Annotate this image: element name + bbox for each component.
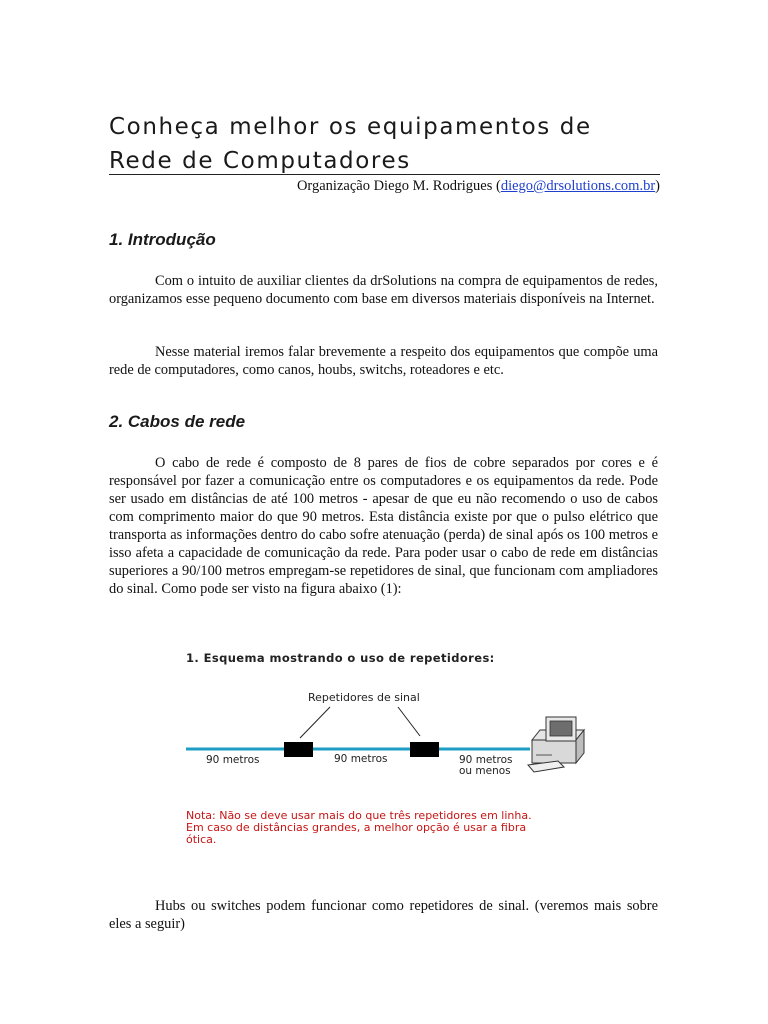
cabos-paragraph-2: Hubs ou switches podem funcionar como repetidores de sinal. (veremos mais sobre eles a seguir) xyxy=(109,898,658,932)
byline-prefix: Organização Diego M. Rodrigues ( xyxy=(296,178,501,194)
segment-label-2: 90 metros xyxy=(334,753,388,765)
repeater-pointer-right xyxy=(398,707,420,736)
document-title: Conheça melhor os equipamentos de Rede de Computadores xyxy=(109,114,592,174)
repeater-diagram-svg xyxy=(180,645,600,855)
computer-icon xyxy=(528,717,584,772)
byline xyxy=(109,177,660,195)
note-line-2: Em caso de distâncias grandes, a melhor opção é usar a fibra xyxy=(186,821,527,834)
repeater-box-1 xyxy=(284,742,313,757)
note-line-3: ótica. xyxy=(186,833,217,846)
byline-suffix: ) xyxy=(655,178,660,194)
note-line-1: Nota: Não se deve usar mais do que três repetidores em linha. xyxy=(186,809,532,822)
repeater-diagram xyxy=(180,645,600,855)
segment-label-3: 90 metros xyxy=(459,754,513,766)
segment-label-1: 90 metros xyxy=(206,754,260,766)
section-heading-introducao: 1. Introdução xyxy=(109,230,216,249)
segment-label-3b: ou menos xyxy=(459,765,511,777)
author-email-link[interactable]: diego@drsolutions.com.br xyxy=(500,178,656,194)
section-heading-cabos: 2. Cabos de rede xyxy=(109,412,246,431)
repeater-pointer-left xyxy=(300,707,330,738)
intro-paragraph-2: Nesse material iremos falar brevemente a respeito dos equipamentos que compõe uma rede de computadores, como canos, houbs, switchs, roteadores e etc. xyxy=(109,344,658,378)
intro-paragraph-1: Com o intuito de auxiliar clientes da drSolutions na compra de equipamentos de redes, organizamos esse pequeno documento com base em diversos materiais disponíveis na Internet. xyxy=(109,273,658,307)
figure-caption: 1. Esquema mostrando o uso de repetidores: xyxy=(186,651,495,665)
repeaters-label: Repetidores de sinal xyxy=(308,691,420,704)
repeater-box-2 xyxy=(410,742,439,757)
title-divider xyxy=(109,174,660,175)
cabos-paragraph-1: O cabo de rede é composto de 8 pares de fios de cobre separados por cores e é responsável por fazer a comunicação entre os computadores e os equipamentos da rede. Pode ser usado em distâncias de até 100 metros - apesar de que eu não recomendo o uso de cabos com comprimento maior do que 90 metros. Esta distância existe por que o pulso elétrico que transporta as informações dentro do cabo sofre atenuação (perda) de sinal após os 100 metros e isso afeta a capacidade de comunicação da rede. Para poder usar o cabo de rede em distâncias superiores a 90/100 metros empregam-se repetidores de sinal, que funcionam com ampliadores do sinal. Como pode ser visto na figura abaixo (1): xyxy=(109,455,658,597)
